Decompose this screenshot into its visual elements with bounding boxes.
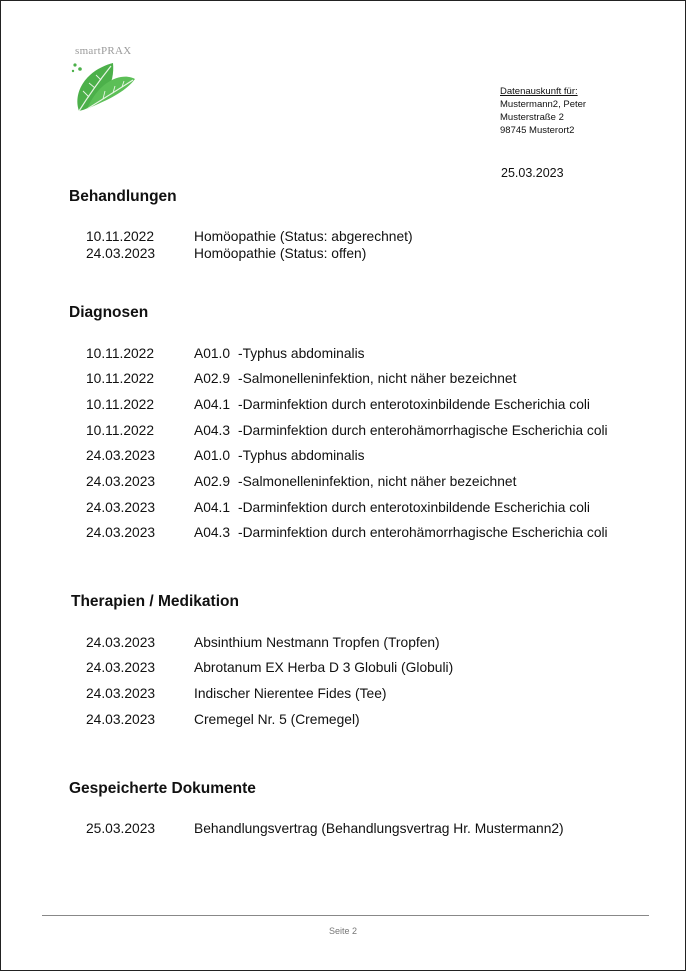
diagnosis-description: -Salmonelleninfektion, nicht näher bezeichnet (238, 474, 517, 489)
section-title-therapies: Therapien / Medikation (71, 593, 239, 610)
diagnosis-code: A02.9 (194, 474, 231, 489)
diagnosis-description: -Typhus abdominalis (238, 448, 365, 463)
diagnosis-code: A01.0 (194, 346, 231, 361)
therapy-date: 24.03.2023 (86, 635, 156, 650)
treatment-date: 10.11.2022 (86, 229, 155, 244)
therapy-row (1, 685, 685, 703)
leaf-icon (69, 57, 139, 117)
therapy-text: Cremegel Nr. 5 (Cremegel) (194, 712, 360, 727)
page-number: Seite 2 (328, 926, 358, 936)
therapy-text: Abrotanum EX Herba D 3 Globuli (Globuli) (194, 660, 454, 675)
diagnosis-code: A01.0 (194, 448, 231, 463)
diagnosis-date: 24.03.2023 (86, 500, 156, 515)
diagnosis-date: 10.11.2022 (86, 346, 155, 361)
logo (69, 43, 149, 118)
section-title-diagnoses: Diagnosen (69, 304, 149, 321)
diagnosis-row (1, 345, 685, 363)
diagnosis-description: -Darminfektion durch enterotoxinbildende Escherichia coli (238, 500, 591, 515)
address-city: 98745 Musterort2 (500, 125, 575, 136)
diagnosis-date: 10.11.2022 (86, 371, 155, 386)
therapy-date: 24.03.2023 (86, 712, 156, 727)
therapy-row (1, 659, 685, 677)
therapy-row (1, 634, 685, 652)
diagnosis-description: -Salmonelleninfektion, nicht näher bezeichnet (238, 371, 517, 386)
therapy-text: Indischer Nierentee Fides (Tee) (194, 686, 387, 701)
diagnosis-code: A04.3 (194, 525, 231, 540)
therapy-date: 24.03.2023 (86, 660, 156, 675)
address-street: Musterstraße 2 (500, 112, 564, 123)
diagnosis-code: A04.1 (194, 500, 231, 515)
document-row (1, 820, 685, 838)
diagnosis-row (1, 396, 685, 414)
diagnosis-date: 24.03.2023 (86, 525, 156, 540)
diagnosis-date: 24.03.2023 (86, 448, 156, 463)
footer-divider (42, 915, 649, 916)
section-title-treatments: Behandlungen (69, 188, 177, 205)
document-row-date: 25.03.2023 (86, 821, 156, 836)
diagnosis-row (1, 447, 685, 465)
diagnosis-code: A02.9 (194, 371, 231, 386)
diagnosis-description: -Typhus abdominalis (238, 346, 365, 361)
treatment-row (1, 228, 685, 246)
therapy-row (1, 711, 685, 729)
document-row-text: Behandlungsvertrag (Behandlungsvertrag Hr. Mustermann2) (194, 821, 564, 836)
document-date: 25.03.2023 (501, 166, 564, 180)
treatment-date: 24.03.2023 (86, 246, 156, 261)
diagnosis-row (1, 499, 685, 517)
diagnosis-row (1, 524, 685, 542)
diagnosis-row (1, 422, 685, 440)
diagnosis-description: -Darminfektion durch enterohämorrhagische Escherichia coli (238, 423, 608, 438)
diagnosis-row (1, 370, 685, 388)
therapy-text: Absinthium Nestmann Tropfen (Tropfen) (194, 635, 440, 650)
diagnosis-code: A04.1 (194, 397, 231, 412)
diagnosis-description: -Darminfektion durch enterohämorrhagische Escherichia coli (238, 525, 608, 540)
treatment-row (1, 245, 685, 263)
diagnosis-date: 10.11.2022 (86, 423, 155, 438)
therapy-date: 24.03.2023 (86, 686, 156, 701)
treatment-text: Homöopathie (Status: abgerechnet) (194, 229, 413, 244)
treatment-text: Homöopathie (Status: offen) (194, 246, 367, 261)
logo-text: smartPRAX (75, 45, 132, 57)
section-title-documents: Gespeicherte Dokumente (69, 780, 256, 797)
address-name: Mustermann2, Peter (500, 99, 587, 110)
address-label: Datenauskunft für: (500, 86, 578, 97)
diagnosis-code: A04.3 (194, 423, 231, 438)
diagnosis-date: 10.11.2022 (86, 397, 155, 412)
diagnosis-row (1, 473, 685, 491)
diagnosis-date: 24.03.2023 (86, 474, 156, 489)
recipient-address (500, 85, 586, 137)
diagnosis-description: -Darminfektion durch enterotoxinbildende Escherichia coli (238, 397, 591, 412)
